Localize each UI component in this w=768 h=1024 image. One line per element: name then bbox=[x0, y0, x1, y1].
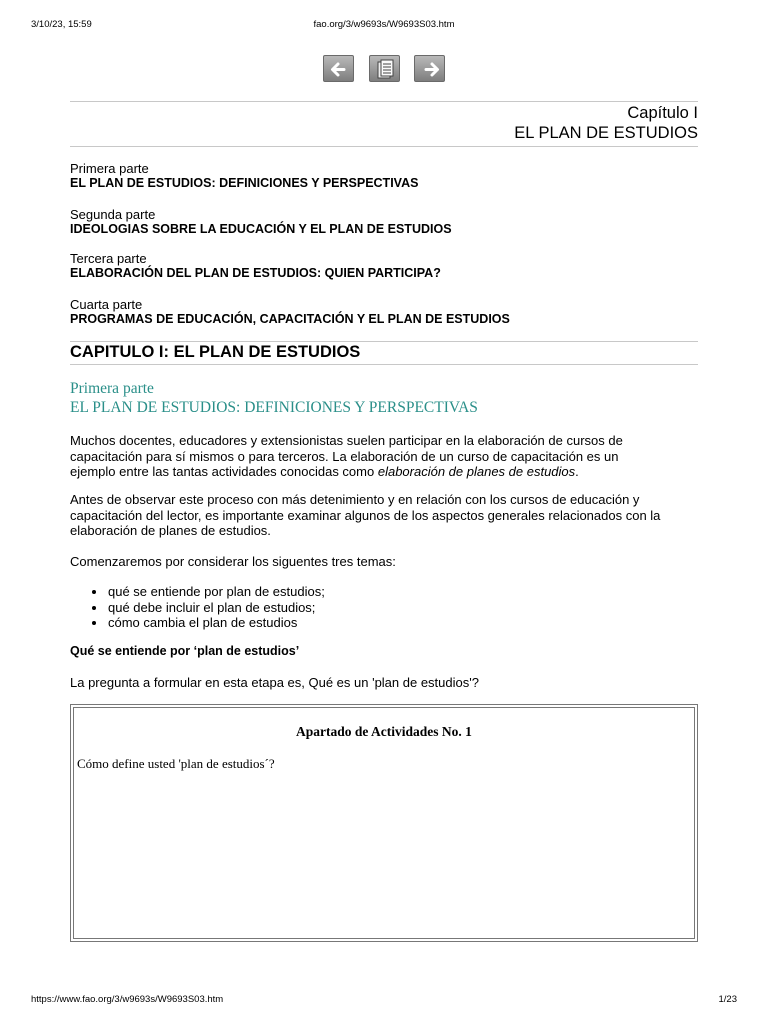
list-item-text: qué debe incluir el plan de estudios; bbox=[108, 599, 316, 615]
paragraph-text: . bbox=[575, 464, 579, 479]
part-label: Segunda parte bbox=[70, 207, 156, 222]
print-header bbox=[31, 19, 737, 33]
emphasis-text: elaboración de planes de estudios bbox=[377, 464, 576, 479]
paragraph-line bbox=[70, 464, 698, 480]
page-navigation bbox=[0, 55, 768, 85]
part-link[interactable]: EL PLAN DE ESTUDIOS: DEFINICIONES Y PERSPECTIVAS bbox=[70, 176, 419, 190]
part-entry-2 bbox=[70, 207, 698, 237]
activity-title: Apartado de Actividades No. 1 bbox=[296, 724, 472, 739]
paragraph-context bbox=[70, 492, 698, 539]
part-link[interactable]: PROGRAMAS DE EDUCACIÓN, CAPACITACIÓN Y EL PLAN DE ESTUDIOS bbox=[70, 312, 510, 326]
table-of-contents-button[interactable] bbox=[369, 55, 400, 82]
list-item-text: qué se entiende por plan de estudios; bbox=[108, 584, 325, 599]
bullet-icon bbox=[92, 621, 96, 625]
paragraph-line: capacitación para sí mismos o para terceros. La elaboración de un curso de capacitación es un bbox=[70, 448, 619, 464]
next-page-button[interactable] bbox=[414, 55, 445, 82]
print-footer-url: https://www.fao.org/3/w9693s/W9693S03.htm bbox=[31, 994, 224, 1005]
part-link[interactable]: IDEOLOGIAS SOBRE LA EDUCACIÓN Y EL PLAN DE ESTUDIOS bbox=[70, 222, 452, 236]
paragraph-line: elaboración de planes de estudios. bbox=[70, 523, 271, 538]
paragraph-line: Muchos docentes, educadores y extensionistas suelen participar en la elaboración de cursos de bbox=[70, 433, 623, 448]
paragraph-line: Antes de observar este proceso con más detenimiento y en relación con los cursos de educación y bbox=[70, 492, 640, 507]
print-datetime: 3/10/23, 15:59 bbox=[31, 19, 92, 30]
part-label: Cuarta parte bbox=[70, 297, 143, 312]
divider bbox=[70, 364, 698, 365]
subsection-heading: Qué se entiende por ‘plan de estudios’ bbox=[70, 644, 300, 658]
activity-box bbox=[70, 704, 698, 942]
chapter-title: EL PLAN DE ESTUDIOS bbox=[514, 124, 698, 142]
paragraph-intro bbox=[70, 433, 698, 480]
table-of-contents-icon bbox=[370, 56, 401, 83]
paragraph-question: La pregunta a formular en esta etapa es, Qué es un 'plan de estudios'? bbox=[70, 675, 479, 690]
part-label: Primera parte bbox=[70, 161, 149, 176]
print-footer bbox=[31, 994, 737, 1008]
bullet-icon bbox=[92, 606, 96, 610]
paragraph-text: ejemplo entre las tantas actividades conocidas como bbox=[70, 464, 378, 479]
list-item bbox=[70, 615, 698, 631]
list-item bbox=[70, 584, 698, 600]
part-entry-1 bbox=[70, 161, 698, 191]
topics-list bbox=[70, 584, 698, 631]
section-heading: CAPITULO I: EL PLAN DE ESTUDIOS bbox=[70, 343, 361, 361]
divider bbox=[70, 341, 698, 342]
paragraph-line: capacitación del lector, es importante examinar algunos de los aspectos generales relacionados con la bbox=[70, 507, 661, 523]
list-item bbox=[70, 600, 698, 616]
list-item-text: cómo cambia el plan de estudios bbox=[108, 615, 298, 630]
previous-page-button[interactable] bbox=[323, 55, 354, 82]
paragraph-topics-intro: Comenzaremos por considerar los siguentes tres temas: bbox=[70, 554, 396, 569]
chapter-heading bbox=[514, 103, 698, 143]
print-page-number: 1/23 bbox=[718, 994, 737, 1005]
activity-question: Cómo define usted 'plan de estudios´? bbox=[77, 756, 275, 771]
right-arrow-icon bbox=[415, 56, 446, 83]
bullet-icon bbox=[92, 590, 96, 594]
part-entry-3 bbox=[70, 251, 698, 281]
chapter-label: Capítulo I bbox=[627, 104, 698, 122]
part-link[interactable]: ELABORACIÓN DEL PLAN DE ESTUDIOS: QUIEN PARTICIPA? bbox=[70, 266, 441, 280]
part-label: Tercera parte bbox=[70, 251, 147, 266]
activity-box-inner bbox=[73, 707, 695, 939]
section-part-label: Primera parte bbox=[70, 380, 154, 397]
divider bbox=[70, 146, 698, 147]
print-url: fao.org/3/w9693s/W9693S03.htm bbox=[313, 19, 455, 30]
divider bbox=[70, 101, 698, 102]
section-part-title: EL PLAN DE ESTUDIOS: DEFINICIONES Y PERSPECTIVAS bbox=[70, 399, 478, 416]
left-arrow-icon bbox=[324, 56, 355, 83]
part-entry-4 bbox=[70, 297, 698, 327]
